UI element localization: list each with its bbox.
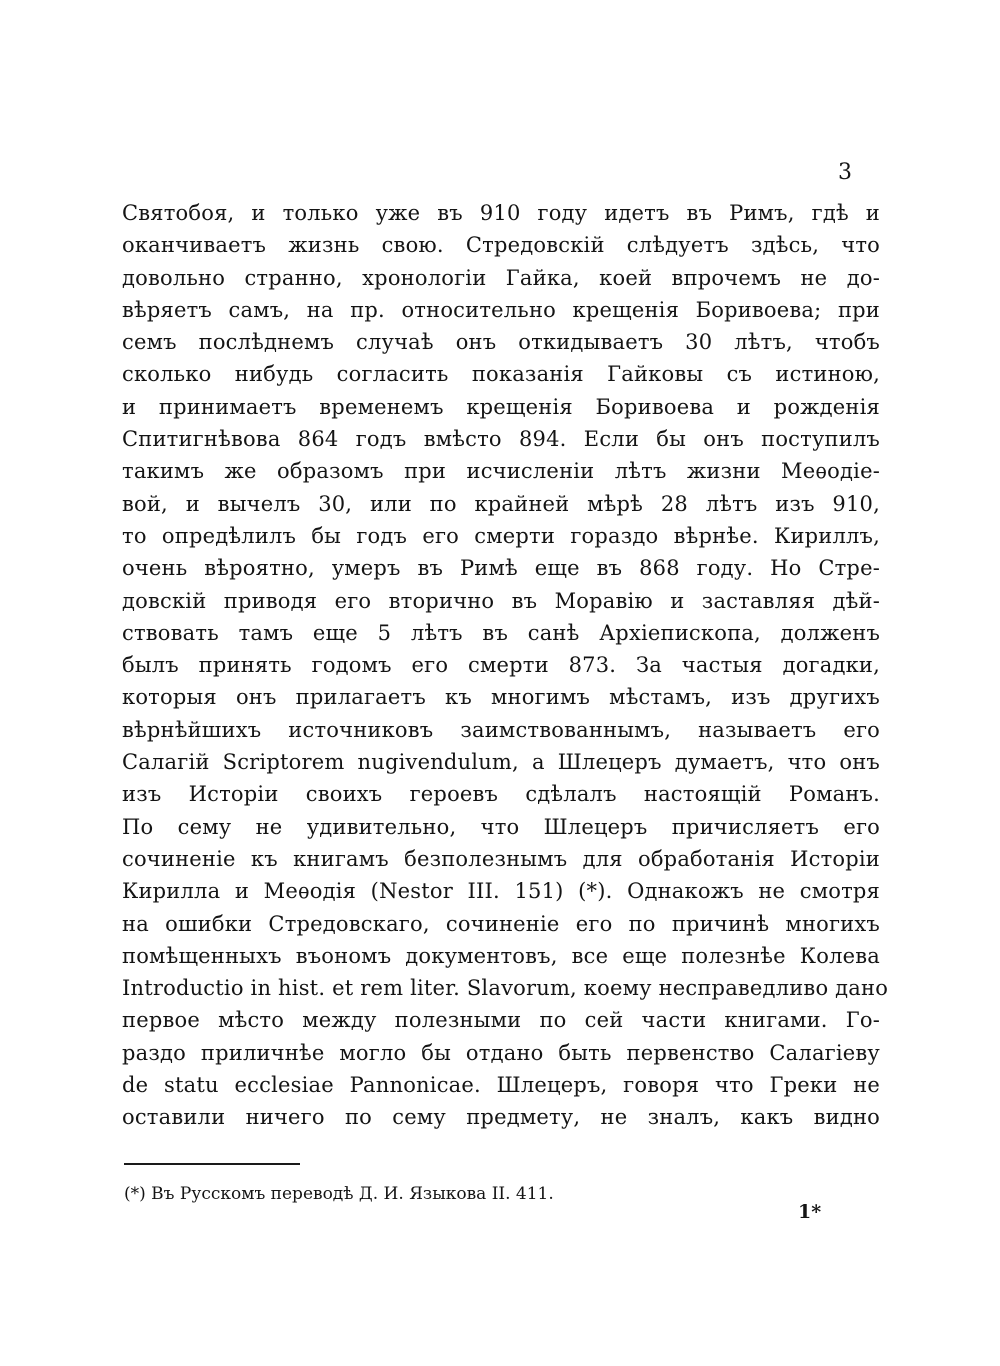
text-line: Кирилла и Меѳодія (Nestor III. 151) (*). Однакожъ не смотря [122, 879, 880, 904]
text-line: раздо приличнѣе могло бы отдано быть первенство Салагіеву [122, 1040, 880, 1065]
text-line: вѣрнѣйшихъ источниковъ заимствованнымъ, называетъ его [122, 717, 880, 742]
text-line: сочиненіе къ книгамъ безполезнымъ для обработанія Исторіи [122, 846, 880, 871]
text-line: очень вѣроятно, умеръ въ Римѣ еще въ 868 году. Но Стре- [122, 556, 880, 581]
page-number: 3 [838, 160, 852, 185]
text-line: de statu ecclesiae Pannonicae. Шлецеръ, говоря что Греки не [122, 1073, 880, 1098]
text-line: оканчиваетъ жизнь свою. Стредовскій слѣдуетъ здѣсь, что [122, 233, 880, 258]
text-line: первое мѣсто между полезными по сей части книгами. Го- [122, 1008, 880, 1033]
body-text [122, 197, 889, 1134]
text-line: Святобоя, и только уже въ 910 году идетъ въ Римъ, гдѣ и [122, 201, 880, 225]
text-line: ствовать тамъ еще 5 лѣтъ въ санѣ Архіепископа, долженъ [122, 620, 880, 645]
text-line: такимъ же образомъ при исчисленіи лѣтъ жизни Меѳодіе- [122, 459, 880, 484]
text-line: довскій приводя его вторично въ Моравію и заставляя дѣй- [122, 588, 880, 613]
text-line: и принимаетъ временемъ крещенія Боривоева и рожденія [122, 394, 880, 419]
text-line: Салагій Scriptorem nugivendulum, а Шлецеръ думаетъ, что онъ [122, 750, 880, 775]
text-line: Спитигнѣвова 864 годъ вмѣсто 894. Если бы онъ поступилъ [122, 427, 880, 452]
text-line: на ошибки Стредовскаго, сочиненіе его по причинѣ многихъ [122, 911, 880, 936]
text-line: то опредѣлилъ бы годъ его смерти гораздо вѣрнѣе. Кириллъ, [122, 523, 880, 548]
text-line: сколько нибудь согласить показанія Гайковы съ истиною, [122, 362, 880, 387]
text-line: изъ Исторіи своихъ героевъ сдѣлалъ настоящій Романъ. [122, 782, 880, 807]
text-line: По сему не удивительно, что Шлецеръ причисляетъ его [122, 814, 880, 839]
text-line: Introductio in hist. et rem liter. Slavorum, коему несправедливо дано [122, 976, 889, 1001]
text-line: помѣщенныхъ въономъ документовъ, все еще полезнѣе Колева [122, 943, 880, 968]
text-line: которыя онъ прилагаетъ къ многимъ мѣстамъ, изъ другихъ [122, 685, 880, 710]
text-line: вѣряетъ самъ, на пр. относительно крещенія Боривоева; при [122, 297, 880, 322]
footnote-rule [124, 1163, 300, 1165]
text-line: довольно странно, хронологіи Гайка, коей впрочемъ не до- [122, 265, 880, 290]
footnote: (*) Въ Русскомъ переводѣ Д. И. Языкова II. 411. [124, 1184, 554, 1204]
signature-mark: 1* [798, 1201, 822, 1223]
text-line: былъ принять годомъ его смерти 873. За частыя догадки, [122, 653, 880, 678]
text-line: оставили ничего по сему предмету, не зналъ, какъ видно [122, 1105, 880, 1130]
text-line: семъ послѣднемъ случаѣ онъ откидываетъ 30 лѣтъ, чтобъ [122, 330, 880, 355]
text-line: вой, и вычелъ 30, или по крайней мѣрѣ 28 лѣтъ изъ 910, [122, 491, 880, 516]
